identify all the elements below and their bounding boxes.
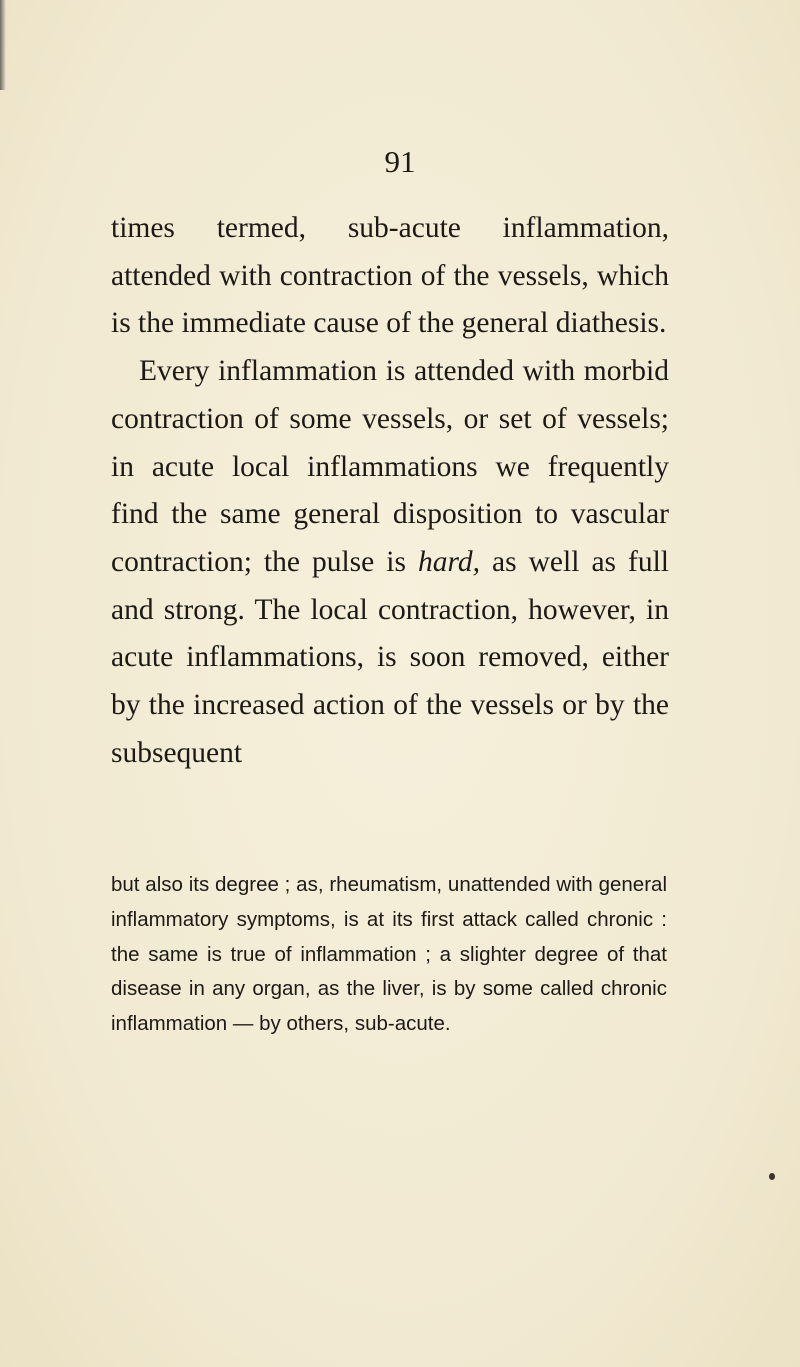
paragraph-continued: times termed, sub-acute inflammation, attended with contraction of the vessels, which is the immediate cause of the general diathesis.: [111, 212, 669, 340]
paragraph-every-inflammation: [111, 348, 669, 777]
page-number: 91: [384, 144, 416, 179]
italic-word-hard: hard,: [417, 545, 480, 578]
paragraph-text-before-italic: Every inflammation is attended with morbid contraction of some vessels, or set of vessels; in acute local inflammations we frequently find the same general disposition to vascular contraction; the pulse is: [111, 355, 669, 578]
page-edge-shadow: [0, 0, 6, 90]
footnote-text: but also its degree ; as, rheumatism, unattended with general inflammatory symptoms, is at its first attack called chronic : the same is true of inflammation ; a slighter degree of that disease in any organ, as the liver, is by some called chronic inflammation — by others, sub-acute.: [111, 873, 667, 1036]
footnote: [111, 868, 667, 1042]
paragraph-text-after-italic: as well as full and strong. The local contraction, however, in acute inflammations, is soon removed, either by the increased action of the vessels or by the subsequent: [111, 545, 670, 769]
ink-speck: [769, 1173, 775, 1180]
main-text: [111, 205, 669, 777]
